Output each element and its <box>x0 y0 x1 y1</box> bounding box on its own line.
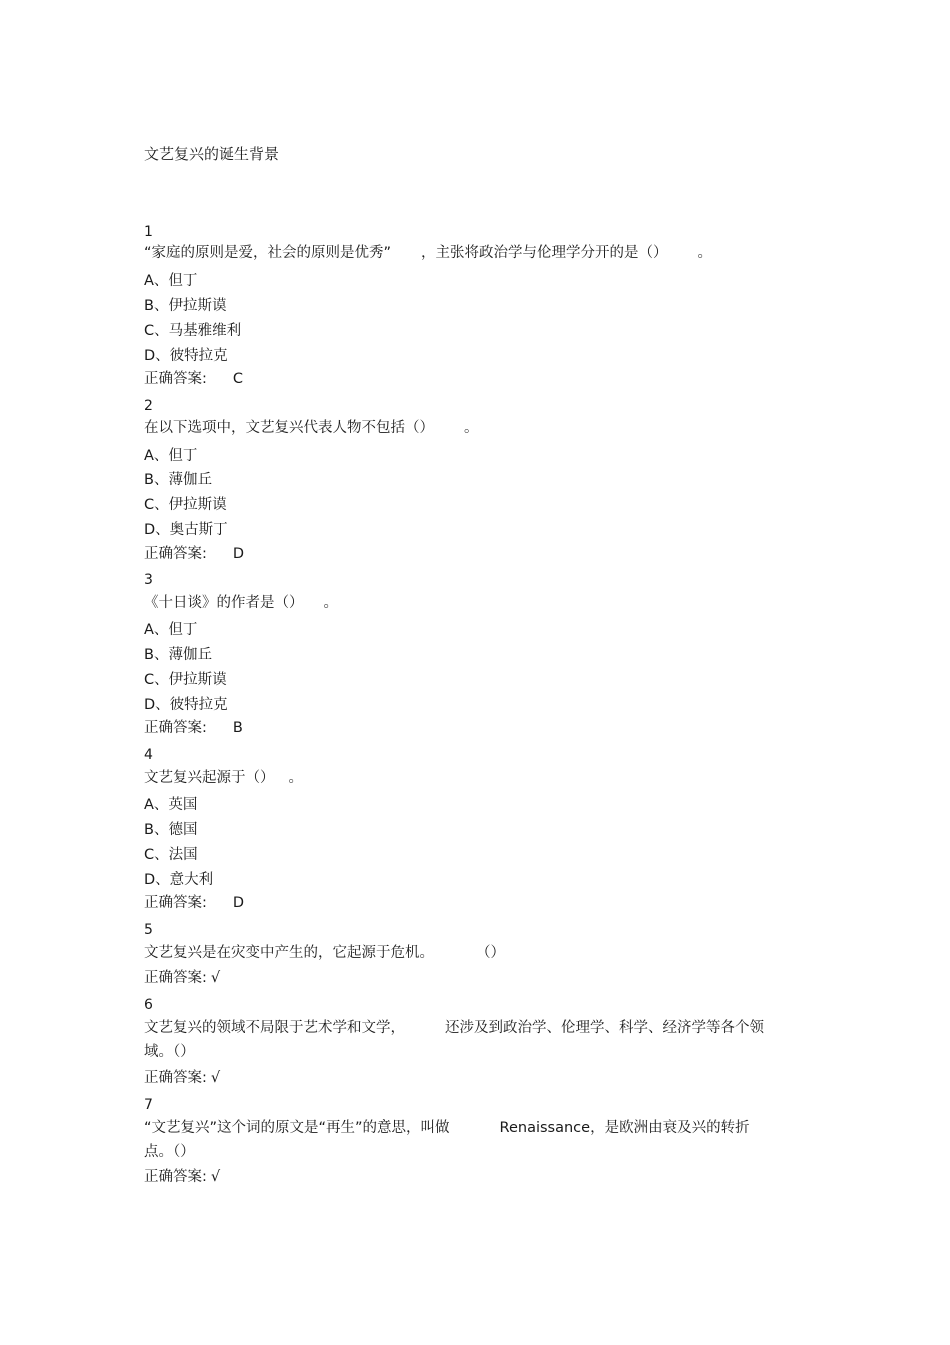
question-stem: 文艺复兴的领域不局限于艺术学和文学， 还涉及到政治学、伦理学、科学、经济学等各个领 <box>144 1020 764 1036</box>
option-b: B、伊拉斯谟 <box>144 298 227 314</box>
answer-line: 正确答案: C <box>144 371 244 387</box>
option-c: C、伊拉斯谟 <box>144 497 227 513</box>
question-number: 7 <box>144 1097 153 1113</box>
option-c: C、法国 <box>144 847 198 863</box>
question-number: 6 <box>144 997 153 1013</box>
question-stem: 文艺复兴是在灾变中产生的，它起源于危机。 （） <box>144 945 505 961</box>
question-stem: “文艺复兴”这个词的原文是“再生”的意思，叫做 Renaissance，是欧洲由衰及兴的转折 <box>144 1120 750 1136</box>
answer-line: 正确答案: √ <box>144 970 221 986</box>
option-d: D、奥古斯丁 <box>144 522 228 538</box>
question-stem: “家庭的原则是爱，社会的原则是优秀” ，主张将政治学与伦理学分开的是（） 。 <box>144 245 713 261</box>
option-b: B、薄伽丘 <box>144 647 212 663</box>
answer-line: 正确答案: √ <box>144 1169 221 1185</box>
question-number: 4 <box>144 747 153 763</box>
question-stem-continued: 域。（） <box>144 1044 195 1060</box>
question-number: 1 <box>144 224 153 240</box>
option-c: C、马基雅维利 <box>144 323 242 339</box>
option-a: A、但丁 <box>144 622 198 638</box>
option-d: D、彼特拉克 <box>144 348 228 364</box>
option-d: D、彼特拉克 <box>144 697 228 713</box>
question-stem: 在以下选项中，文艺复兴代表人物不包括（） 。 <box>144 420 479 436</box>
document-title: 文艺复兴的诞生背景 <box>144 145 280 163</box>
option-a: A、但丁 <box>144 273 198 289</box>
answer-line: 正确答案: D <box>144 895 245 911</box>
option-d: D、意大利 <box>144 872 214 888</box>
option-a: A、英国 <box>144 797 198 813</box>
answer-line: 正确答案: B <box>144 720 243 736</box>
question-number: 5 <box>144 922 153 938</box>
option-a: A、但丁 <box>144 448 198 464</box>
option-b: B、德国 <box>144 822 198 838</box>
question-stem: 《十日谈》的作者是（） 。 <box>144 595 338 611</box>
question-stem-continued: 点。（） <box>144 1144 195 1160</box>
option-b: B、薄伽丘 <box>144 472 212 488</box>
answer-line: 正确答案: D <box>144 546 245 562</box>
question-stem: 文艺复兴起源于（） 。 <box>144 770 303 786</box>
question-number: 3 <box>144 572 153 588</box>
answer-line: 正确答案: √ <box>144 1070 221 1086</box>
question-number: 2 <box>144 398 153 414</box>
option-c: C、伊拉斯谟 <box>144 672 227 688</box>
